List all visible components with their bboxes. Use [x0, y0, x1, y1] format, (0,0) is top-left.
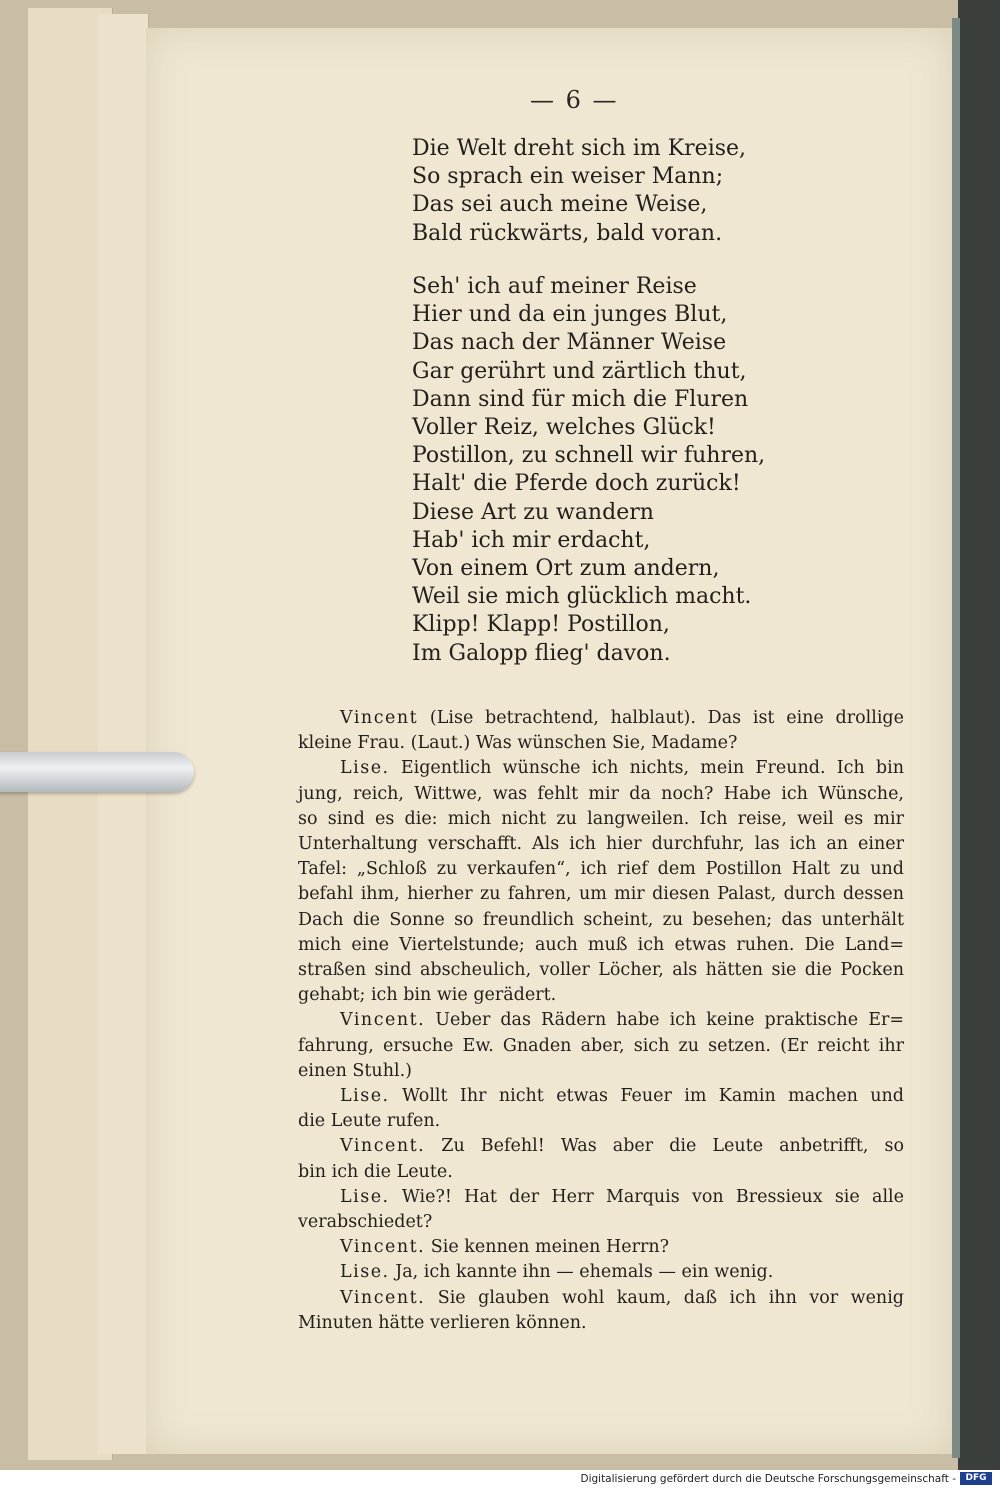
footer-bar: [0, 1470, 1000, 1488]
dialogue-line: [298, 1059, 904, 1084]
speaker-name: Vincent.: [340, 1136, 426, 1157]
footer-credit: Digitalisierung gefördert durch die Deutsche Forschungsgemeinschaft -: [580, 1473, 956, 1485]
speaker-name: Vincent: [340, 708, 419, 728]
dialogue-line: [298, 958, 904, 983]
scan-edge: [958, 0, 1000, 1470]
dialogue-line: [298, 731, 904, 756]
dialogue-line-text: einen Stuhl.): [298, 1060, 412, 1081]
dialogue-line-text: befahl ihm, hierher zu fahren, um mir diesen Palast, durch dessen: [298, 884, 904, 905]
dialogue-line-text: Unterhaltung verschafft. Als ich hier durchfuhr, las ich an einer: [298, 834, 904, 855]
verse-line: Diese Art zu wandern: [412, 499, 654, 525]
verse-stanza-1: [412, 135, 746, 248]
verse-line: Das sei auch meine Weise,: [412, 192, 708, 218]
verse-line: Im Galopp flieg' davon.: [412, 640, 671, 666]
dialogue-line: [298, 1311, 904, 1336]
dialogue-line: [298, 706, 904, 731]
verse-line: Gar gerührt und zärtlich thut,: [412, 358, 747, 384]
dialogue-line-text: fahrung, ersuche Ew. Gnaden aber, sich zu setzen. (Er reicht ihr: [298, 1035, 904, 1056]
dialogue-line-text: so sind es die: mich nicht zu langweilen. Ich reise, weil es mir: [298, 808, 904, 829]
verse-line: Hab' ich mir erdacht,: [412, 527, 651, 553]
verse-line: Dann sind für mich die Fluren: [412, 386, 749, 412]
dialogue-line-text: Wie?! Hat der Herr Marquis von Bressieux sie alle: [389, 1186, 904, 1207]
dialogue-line: [298, 1109, 904, 1134]
paper-layer-middle: [98, 14, 149, 1454]
speaker-name: Lise.: [340, 1186, 390, 1207]
speaker-name: Lise.: [340, 1086, 390, 1107]
dialogue-line: [298, 1084, 904, 1109]
dialogue-line-text: verabschiedet?: [298, 1212, 433, 1233]
dialogue-line: [298, 1034, 904, 1059]
dialogue-line-text: bin ich die Leute.: [298, 1161, 453, 1182]
speaker-name: Vincent.: [340, 1287, 426, 1308]
verse-line: Hier und da ein junges Blut,: [412, 302, 728, 328]
dialogue-line-text: Zu Befehl! Was aber die Leute anbetrifft, so: [425, 1136, 904, 1157]
verse-line: Von einem Ort zum andern,: [412, 556, 720, 582]
dialogue-line: [298, 933, 904, 958]
verse-line: Die Welt dreht sich im Kreise,: [412, 136, 747, 161]
verse-line: Postillon, zu schnell wir fuhren,: [412, 443, 766, 469]
paper-clip: [0, 752, 194, 792]
dialogue-line-text: mich eine Viertelstunde; auch muß ich etwas ruhen. Die Land=: [298, 934, 904, 955]
dialogue-line: [298, 983, 904, 1008]
dialogue-line: [298, 1235, 904, 1260]
dialogue-line: [298, 1260, 904, 1285]
dfg-logo: DFG: [960, 1472, 992, 1485]
dialogue-line: [298, 1210, 904, 1235]
verse-line: So sprach ein weiser Mann;: [412, 164, 724, 190]
page-number: — 6 —: [530, 86, 619, 114]
dialogue-line-text: die Leute rufen.: [298, 1111, 441, 1132]
dialogue-line: [298, 857, 904, 882]
dialogue-line: [298, 908, 904, 933]
dialogue-line-text: Sie kennen meinen Herrn?: [425, 1237, 670, 1258]
dialogue-line: [298, 882, 904, 907]
speaker-name: Lise.: [340, 1262, 390, 1283]
dialogue-line-text: Ueber das Rädern habe ich keine praktische Er=: [425, 1010, 904, 1031]
verse-line: Klipp! Klapp! Postillon,: [412, 612, 670, 638]
verse-stanza-2: [412, 273, 765, 668]
verse-line: Seh' ich auf meiner Reise: [412, 274, 697, 299]
verse-line: Halt' die Pferde doch zurück!: [412, 471, 741, 497]
verse-line: Weil sie mich glücklich macht.: [412, 584, 752, 610]
verse-line: Voller Reiz, welches Glück!: [412, 415, 716, 441]
dialogue-line-text: Tafel: „Schloß zu verkaufen“, ich rief dem Postillon Halt zu und: [298, 859, 904, 880]
dialogue-line-text: Wollt Ihr nicht etwas Feuer im Kamin machen und: [389, 1086, 904, 1107]
verse-line: Bald rückwärts, bald voran.: [412, 220, 723, 246]
speaker-name: Vincent.: [340, 1010, 426, 1031]
dialogue-line-text: Ja, ich kannte ihn — ehemals — ein wenig.: [389, 1262, 774, 1283]
dialogue-line-text: Minuten hätte verlieren können.: [298, 1312, 587, 1333]
dialogue-line: [298, 807, 904, 832]
dialogue-line-text: Dach die Sonne so freundlich scheint, zu besehen; das unterhält: [298, 909, 904, 930]
dialogue-line-text: Eigentlich wünsche ich nichts, mein Freund. Ich bin: [389, 758, 904, 779]
dialogue-text: [298, 706, 904, 1336]
dialogue-line-text: straßen sind abscheulich, voller Löcher, als hätten sie die Pocken: [298, 960, 904, 981]
scan-edge-strip: [952, 18, 960, 1458]
dialogue-line-text: kleine Frau. (Laut.) Was wünschen Sie, Madame?: [298, 733, 738, 754]
dialogue-line: [298, 832, 904, 857]
dialogue-line: [298, 1134, 904, 1159]
verse-line: Das nach der Männer Weise: [412, 330, 727, 356]
dialogue-line: [298, 782, 904, 807]
dialogue-line: [298, 1160, 904, 1185]
dialogue-line-text: jung, reich, Wittwe, was fehlt mir da noch? Habe ich Wünsche,: [298, 783, 904, 804]
dialogue-line: [298, 756, 904, 781]
dialogue-line-text: (Lise betrachtend, halblaut). Das ist eine drollige: [418, 708, 904, 728]
dialogue-line: [298, 1286, 904, 1311]
dialogue-line-text: Sie glauben wohl kaum, daß ich ihn vor wenig: [425, 1287, 904, 1308]
speaker-name: Vincent.: [340, 1237, 426, 1258]
dialogue-line: [298, 1008, 904, 1033]
dialogue-line: [298, 1185, 904, 1210]
speaker-name: Lise.: [340, 758, 390, 779]
dialogue-line-text: gehabt; ich bin wie gerädert.: [298, 985, 557, 1006]
